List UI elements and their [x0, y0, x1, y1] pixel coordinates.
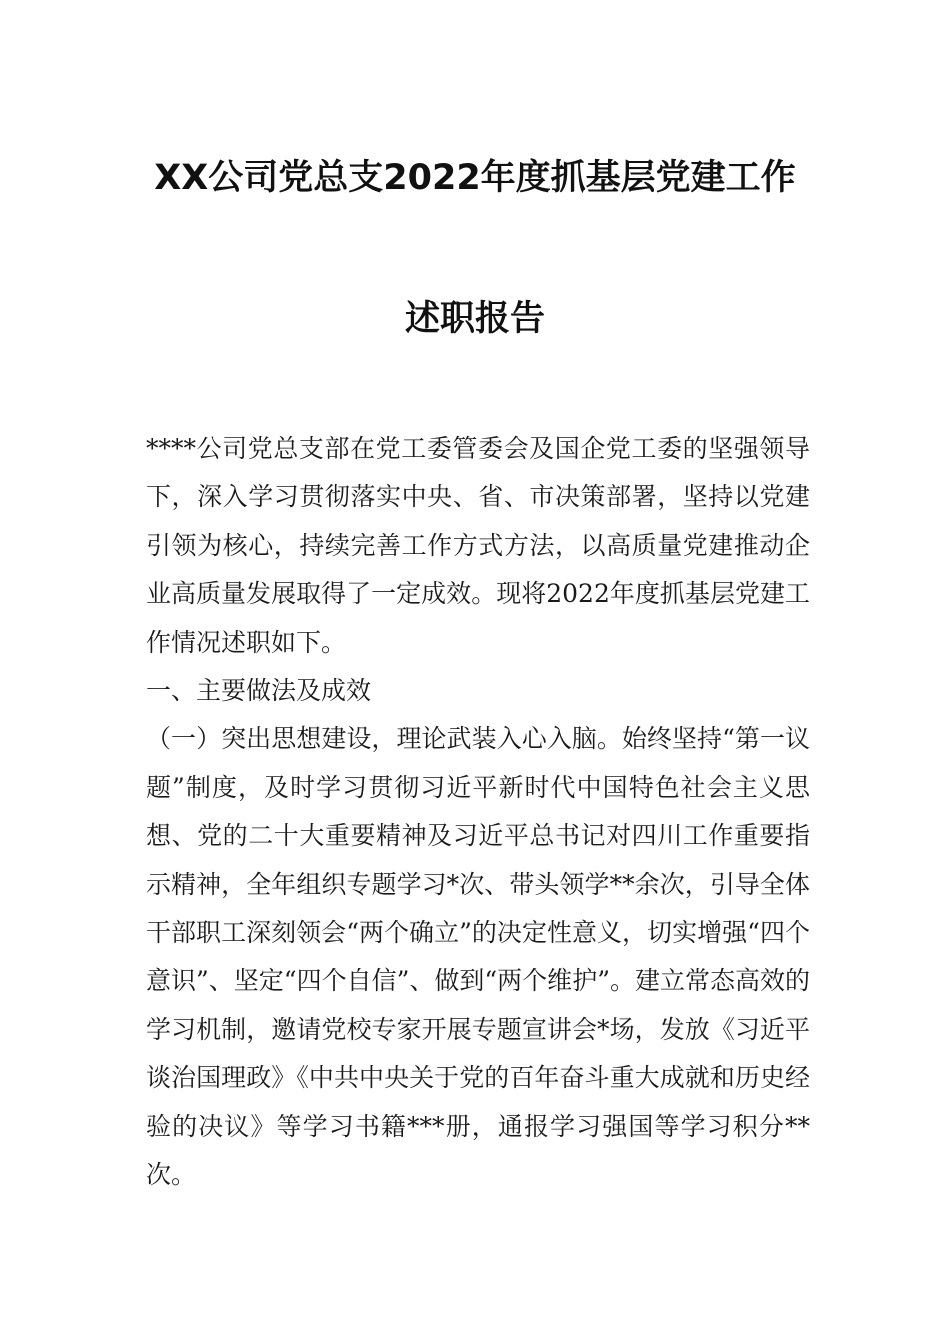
section-heading: 一、主要做法及成效: [146, 676, 372, 706]
intro-paragraph: ****公司党总支部在党工委管委会及国企党工委的坚强领导下，深入学习贯彻落实中央、省、市决策部署，坚持以党建引领为核心，持续完善工作方式方法，以高质量党建推动企业高质量发展取得了一定成效。现将2022年度抓基层党建工作情况述职如下。: [146, 434, 810, 657]
document-body: [146, 425, 810, 1200]
subsection-paragraph: （一）突出思想建设，理论武装入心入脑。始终坚持“第一议题”制度，及时学习贯彻习近平新时代中国特色社会主义思想、党的二十大重要精神及习近平总书记对四川工作重要指示精神，全年组织专题学习*次、带头领学**余次，引导全体干部职工深刻领会“两个确立”的决定性意义，切实增强“四个意识”、坚定“四个自信”、做到“两个维护”。建立常态高效的学习机制，邀请党校专家开展专题宣讲会*场，发放《习近平谈治国理政》《中共中央关于党的百年奋斗重大成就和历史经验的决议》等学习书籍***册，通报学习强国等学习积分**次。: [146, 724, 810, 1190]
document-title-line-1: XX公司党总支2022年度抓基层党建工作: [154, 158, 796, 198]
document-title-line-2: 述职报告: [404, 299, 545, 339]
